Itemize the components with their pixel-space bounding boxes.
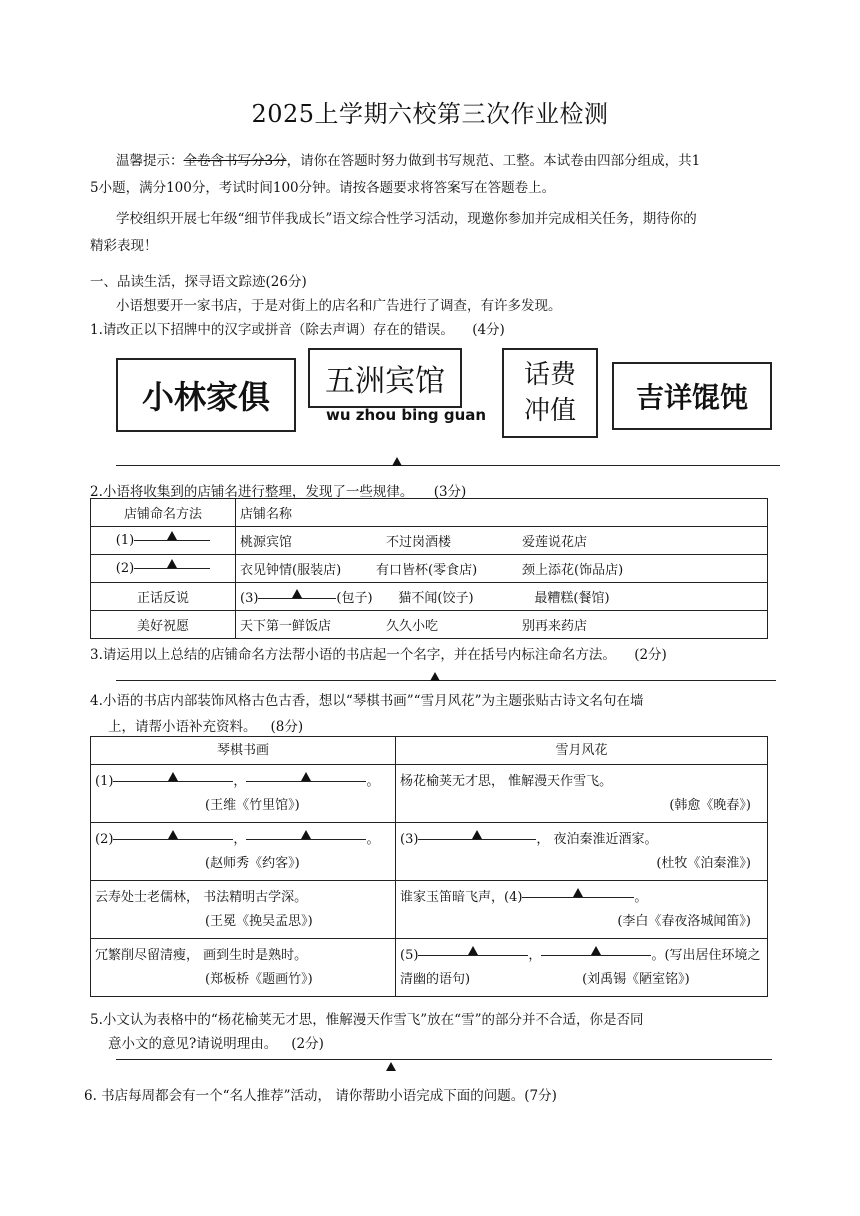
poem-source: (郑板桥《题画竹》) [205,971,313,987]
triangle-marker-icon [386,1062,396,1071]
triangle-marker-icon [301,830,311,839]
shop-name: 猫不闻(饺子) [398,591,474,606]
sign-wuzhou [308,348,462,408]
q2-names-3[interactable] [236,583,768,611]
poem-text: 云寿处士老儒林， 书法精明古学深。 [95,889,308,905]
shop-name: 爱莲说花店 [522,535,588,550]
shop-name: 颈上添花(饰品店) [522,563,624,578]
triangle-marker-icon [573,888,583,897]
sign-jixiang-text: 吉详馄饨 [635,381,748,414]
triangle-marker-icon [468,946,478,955]
table-row [91,939,768,997]
q4-cell-1-right [396,765,768,823]
q2-method-prefix-2: (2) [115,561,135,576]
q2-prompt: 2.小语将收集到的店铺名进行整理，发现了一些规律。 [90,484,414,500]
table-row [91,765,768,823]
shop-name: 最糟糕(餐馆) [534,591,610,606]
triangle-marker-icon [392,457,402,466]
notice-struck-text: 全卷含书写分3分 [183,153,287,169]
triangle-marker-icon [472,830,482,839]
notice-text-1: ，请你在答题时努力做到书写规范、工整。本试卷由四部分组成，共1 [286,153,701,169]
triangle-marker-icon [591,946,601,955]
q2-method-prefix-1: (1) [115,533,135,548]
shop-name: 不过岗酒楼 [386,535,452,550]
q2-method-blank-2[interactable] [91,555,236,583]
poem-source: (王冕《挽吴孟思》) [205,913,313,929]
q4-score: (8分) [270,719,304,735]
triangle-marker-icon [292,589,302,598]
poem-note-2: 清幽的语句) [400,971,471,987]
sign-huafei [502,348,598,438]
q2-method-4: 美好祝愿 [91,611,236,639]
page-title: 2025上学期六校第三次作业检测 [251,100,609,128]
table-row [91,823,768,881]
q2-score: (3分) [433,484,467,500]
q4-cell-1-left[interactable]: (1) ， 。 (王维《竹里馆》) [91,765,396,823]
triangle-marker-icon [167,559,177,568]
poem-text: 冗繁削尽留清瘦， 画到生时是熟时。 [95,947,308,963]
notice-label: 温馨提示： [116,153,184,169]
poem-source: (李白《春夜洛城闻笛》) [617,913,751,929]
q4-cell-3-left [91,881,396,939]
q5-answer-line[interactable] [116,1059,772,1060]
poem-source: (赵师秀《约客》) [205,855,300,871]
intro-line-1: 学校组织开展七年级“细节伴我成长”语文综合性学习活动，现邀你参加并完成相关任务，期待你的 [116,211,697,227]
q4-table [90,736,768,997]
q4-header-right: 雪月风花 [396,737,768,765]
poem-source: (王维《竹里馆》) [205,797,300,813]
q3-score: (2分) [634,647,667,663]
sign-xiaolin [116,358,296,432]
shop-name: 天下第一鲜饭店 [240,619,332,634]
triangle-marker-icon [168,772,178,781]
sign-huafei-text-2: 冲值 [523,396,576,426]
shop-name: (包子) [336,591,373,606]
shop-name: 桃源宾馆 [240,535,293,550]
q1-text [90,318,505,338]
sign-wuzhou-text: 五洲宾馆 [325,364,445,399]
q4-cell-3-right[interactable]: 谁家玉笛暗飞声，(4) 。 (李白《春夜洛城闻笛》) [396,881,768,939]
triangle-marker-icon [167,531,177,540]
q2-names-1 [236,527,768,555]
q2-names-2 [236,555,768,583]
sign-jixiang [612,362,772,430]
blank-prefix: (5) [400,947,419,963]
q2-header-names: 店铺名称 [236,499,768,527]
q1-prompt: 1.请改正以下招牌中的汉字或拼音（除去声调）存在的错误。 [90,322,454,338]
blank-prefix: (1) [95,773,114,789]
q4-prompt-1: 4.小语的书店内部装饰风格古色古香，想以“琴棋书画”“雪月风花”为主题张贴古诗文名句在墙 [90,693,644,709]
q4-cell-4-left [91,939,396,997]
q3-answer-line[interactable] [116,680,776,681]
q5-prompt-1: 5.小文认为表格中的“杨花榆荚无才思，惟解漫天作雪飞”放在“雪”的部分并不合适，你是否同 [90,1012,644,1028]
notice-text-2: 5小题，满分100分，考试时间100分钟。请按各题要求将答案写在答题卷上。 [90,180,556,196]
blank-prefix: (3) [400,831,419,847]
q2-text [90,480,466,500]
table-row [91,555,768,583]
blank-prefix: (2) [95,831,114,847]
poem-text: ， 夜泊秦淮近酒家。 [536,831,658,847]
intro-paragraph [90,206,790,260]
poem-source: (刘禹锡《陋室铭》) [582,971,690,987]
q4-header-left: 琴棋书画 [91,737,396,765]
poem-text: 杨花榆荚无才思， 惟解漫天作雪飞。 [400,773,613,789]
triangle-marker-icon [301,772,311,781]
q5-prompt-2: 意小文的意见?请说明理由。 [108,1036,278,1052]
q1-answer-line[interactable] [116,465,780,466]
sign-huafei-text-1: 话费 [523,360,576,390]
q5-text [90,1008,644,1056]
table-row [91,583,768,611]
q2-method-3: 正话反说 [91,583,236,611]
q4-cell-2-left[interactable]: (2) ， 。 (赵师秀《约客》) [91,823,396,881]
q1-score: (4分) [472,322,505,338]
sign-wuzhou-pinyin: wu zhou bing guan [326,406,487,424]
triangle-marker-icon [168,830,178,839]
q3-text [90,643,667,663]
q4-cell-2-right[interactable] [396,823,768,881]
shop-name: 别再来药店 [522,619,588,634]
shop-name: 有口皆杯(零食店) [376,563,478,578]
sign-xiaolin-text: 小林家俱 [141,378,270,416]
notice-paragraph [90,148,790,202]
table-row [91,611,768,639]
q2-table [90,498,768,639]
poem-text: 谁家玉笛暗飞声，(4) [400,889,523,905]
section1-heading: 一、品读生活，探寻语文踪迹(26分) [90,274,307,290]
q4-prompt-2: 上，请帮小语补充资料。 [108,719,257,735]
q2-method-blank-1[interactable] [91,527,236,555]
q2-names-4 [236,611,768,639]
intro-line-2: 精彩表现！ [90,238,158,254]
q2-header-method: 店铺命名方法 [91,499,236,527]
q4-cell-4-right[interactable]: (5) ， 。(写出居住环境之 清幽的语句) (刘禹锡《陋室铭》) [396,939,768,997]
q3-prompt: 3.请运用以上总结的店铺命名方法帮小语的书店起一个名字，并在括号内标注命名方法。 [90,647,616,663]
q5-score: (2分) [291,1036,324,1052]
shop-name: 久久小吃 [386,619,439,634]
q2-blank-prefix-3: (3) [240,591,259,606]
q4-text [90,688,644,740]
poem-note: 。(写出居住环境之 [651,947,761,963]
poem-source: (杜牧《泊秦淮》) [656,855,751,871]
poem-source: (韩愈《晚春》) [669,797,751,813]
section1-lead: 小语想要开一家书店，于是对街上的店名和广告进行了调查，有许多发现。 [116,298,562,314]
table-row [91,881,768,939]
shop-name: 衣见钟情(服装店) [240,563,342,578]
table-row [91,527,768,555]
q6-text: 6. 书店每周都会有一个“名人推荐”活动， 请你帮助小语完成下面的问题。(7分) [84,1088,557,1104]
triangle-marker-icon [430,672,440,681]
